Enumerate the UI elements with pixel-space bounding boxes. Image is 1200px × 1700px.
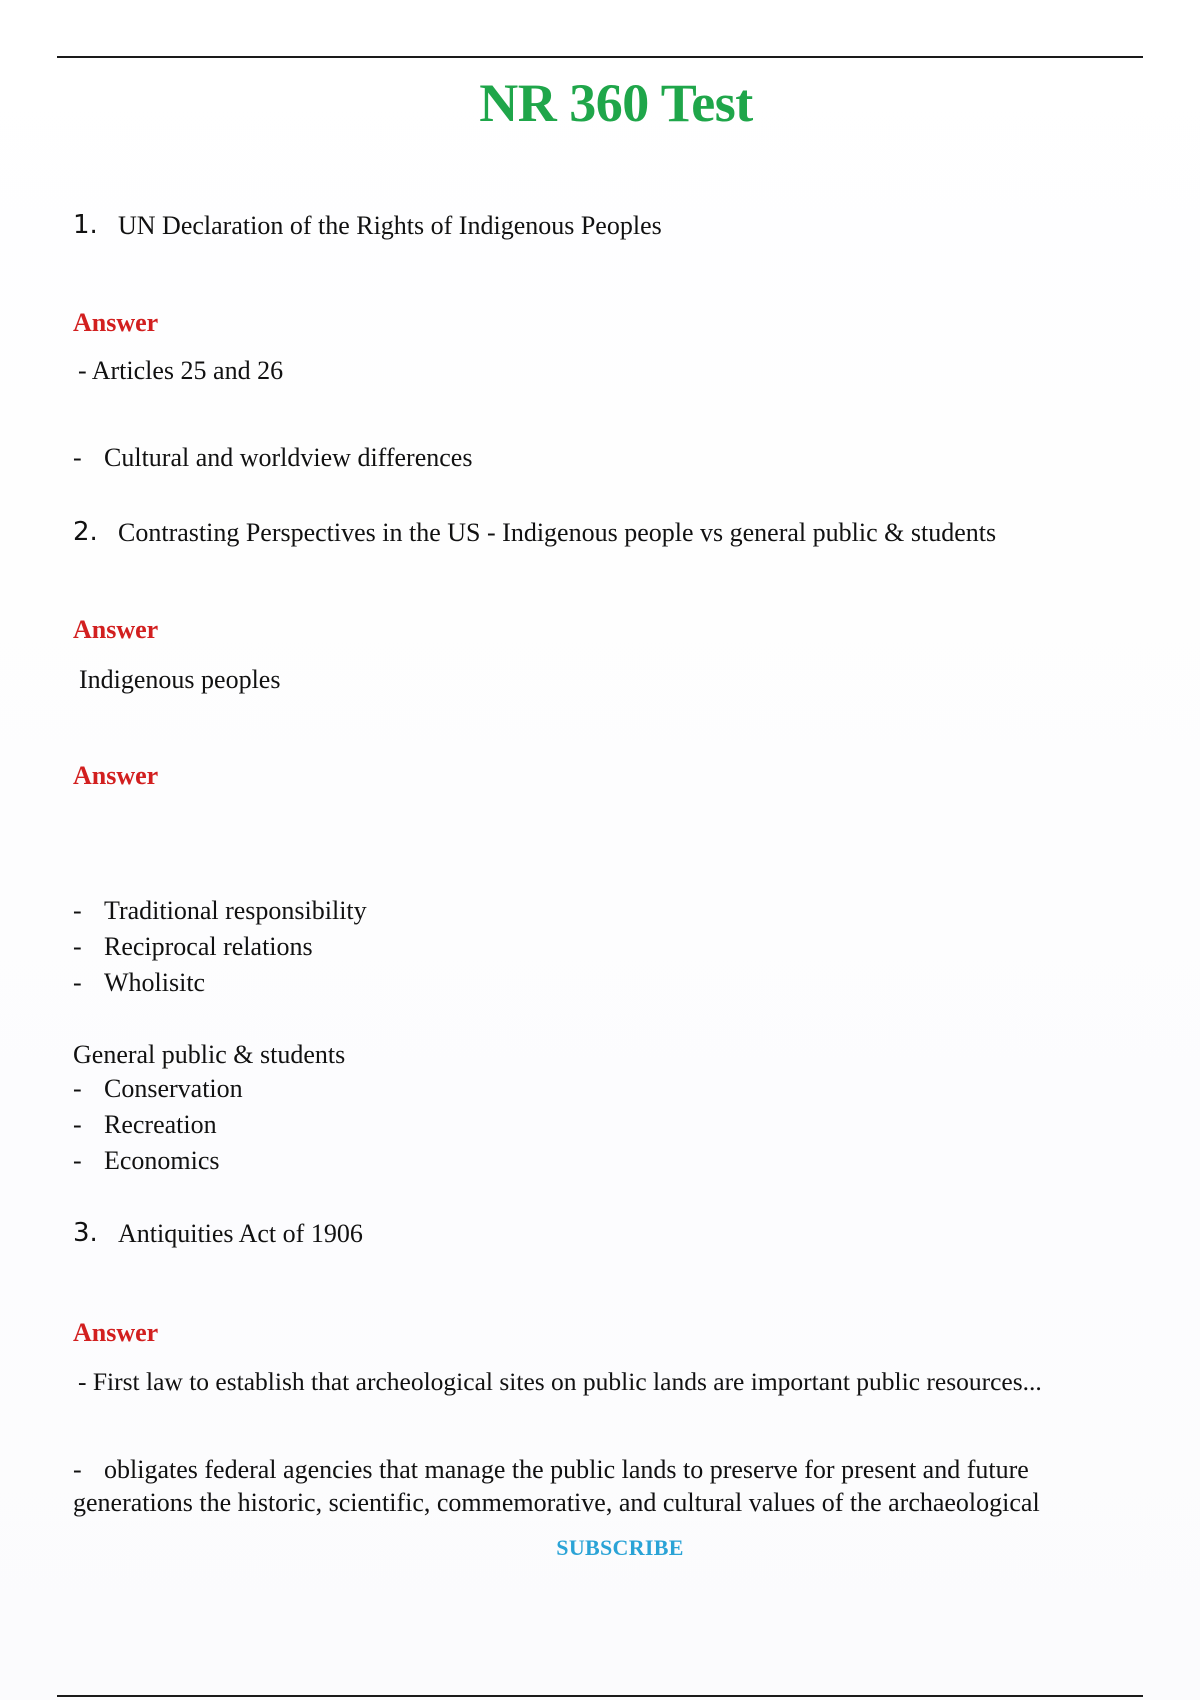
top-rule [57, 56, 1143, 58]
document-title: NR 360 Test [479, 73, 753, 133]
list-item: - Reciprocal relations [73, 932, 313, 961]
answer-3-line-2: - obligates federal agencies that manage the public lands to preserve for present and future [73, 1455, 1029, 1484]
answer-1-label: Answer [73, 308, 159, 337]
list-item: - Wholisitc [73, 968, 206, 997]
question-3-number: 3. [73, 1218, 98, 1248]
list-item-text: Wholisitc [104, 968, 206, 997]
list-item-text: Economics [104, 1146, 220, 1175]
answer-1-line-1: - Articles 25 and 26 [78, 356, 284, 385]
answer-1-line-2: - Cultural and worldview differences [73, 443, 473, 472]
answer-1-line-2-text: Cultural and worldview differences [104, 443, 473, 472]
question-2-text: Contrasting Perspectives in the US - Indigenous people vs general public & students [118, 518, 997, 547]
answer-3-line-3: generations the historic, scientific, commemorative, and cultural values of the archaeological [73, 1488, 1040, 1517]
answer-2-label: Answer [73, 615, 159, 644]
list-item-text: Conservation [104, 1074, 243, 1103]
question-1-number: 1. [73, 210, 98, 240]
answer-3-label: Answer [73, 1318, 159, 1347]
answer-3-line-2-text: obligates federal agencies that manage the public lands to preserve for present and future [104, 1455, 1029, 1484]
general-public-heading: General public & students [73, 1040, 346, 1069]
subscribe-link[interactable]: SUBSCRIBE [556, 1535, 684, 1560]
question-1-text: UN Declaration of the Rights of Indigenous Peoples [118, 211, 662, 240]
question-3-text: Antiquities Act of 1906 [118, 1219, 363, 1248]
list-item: - Conservation [73, 1074, 243, 1103]
bottom-rule [57, 1695, 1143, 1697]
list-item-text: Recreation [104, 1110, 217, 1139]
answer-3-line-1: - First law to establish that archeological sites on public lands are important public resources... [78, 1367, 1042, 1396]
question-2-number: 2. [73, 517, 98, 547]
answer-2-text: Indigenous peoples [79, 665, 281, 694]
list-item-text: Reciprocal relations [104, 932, 313, 961]
list-item: - Traditional responsibility [73, 896, 367, 925]
list-item: - Economics [73, 1146, 220, 1175]
answer-2b-label: Answer [73, 761, 159, 790]
list-item-text: Traditional responsibility [104, 896, 367, 925]
list-item: - Recreation [73, 1110, 217, 1139]
